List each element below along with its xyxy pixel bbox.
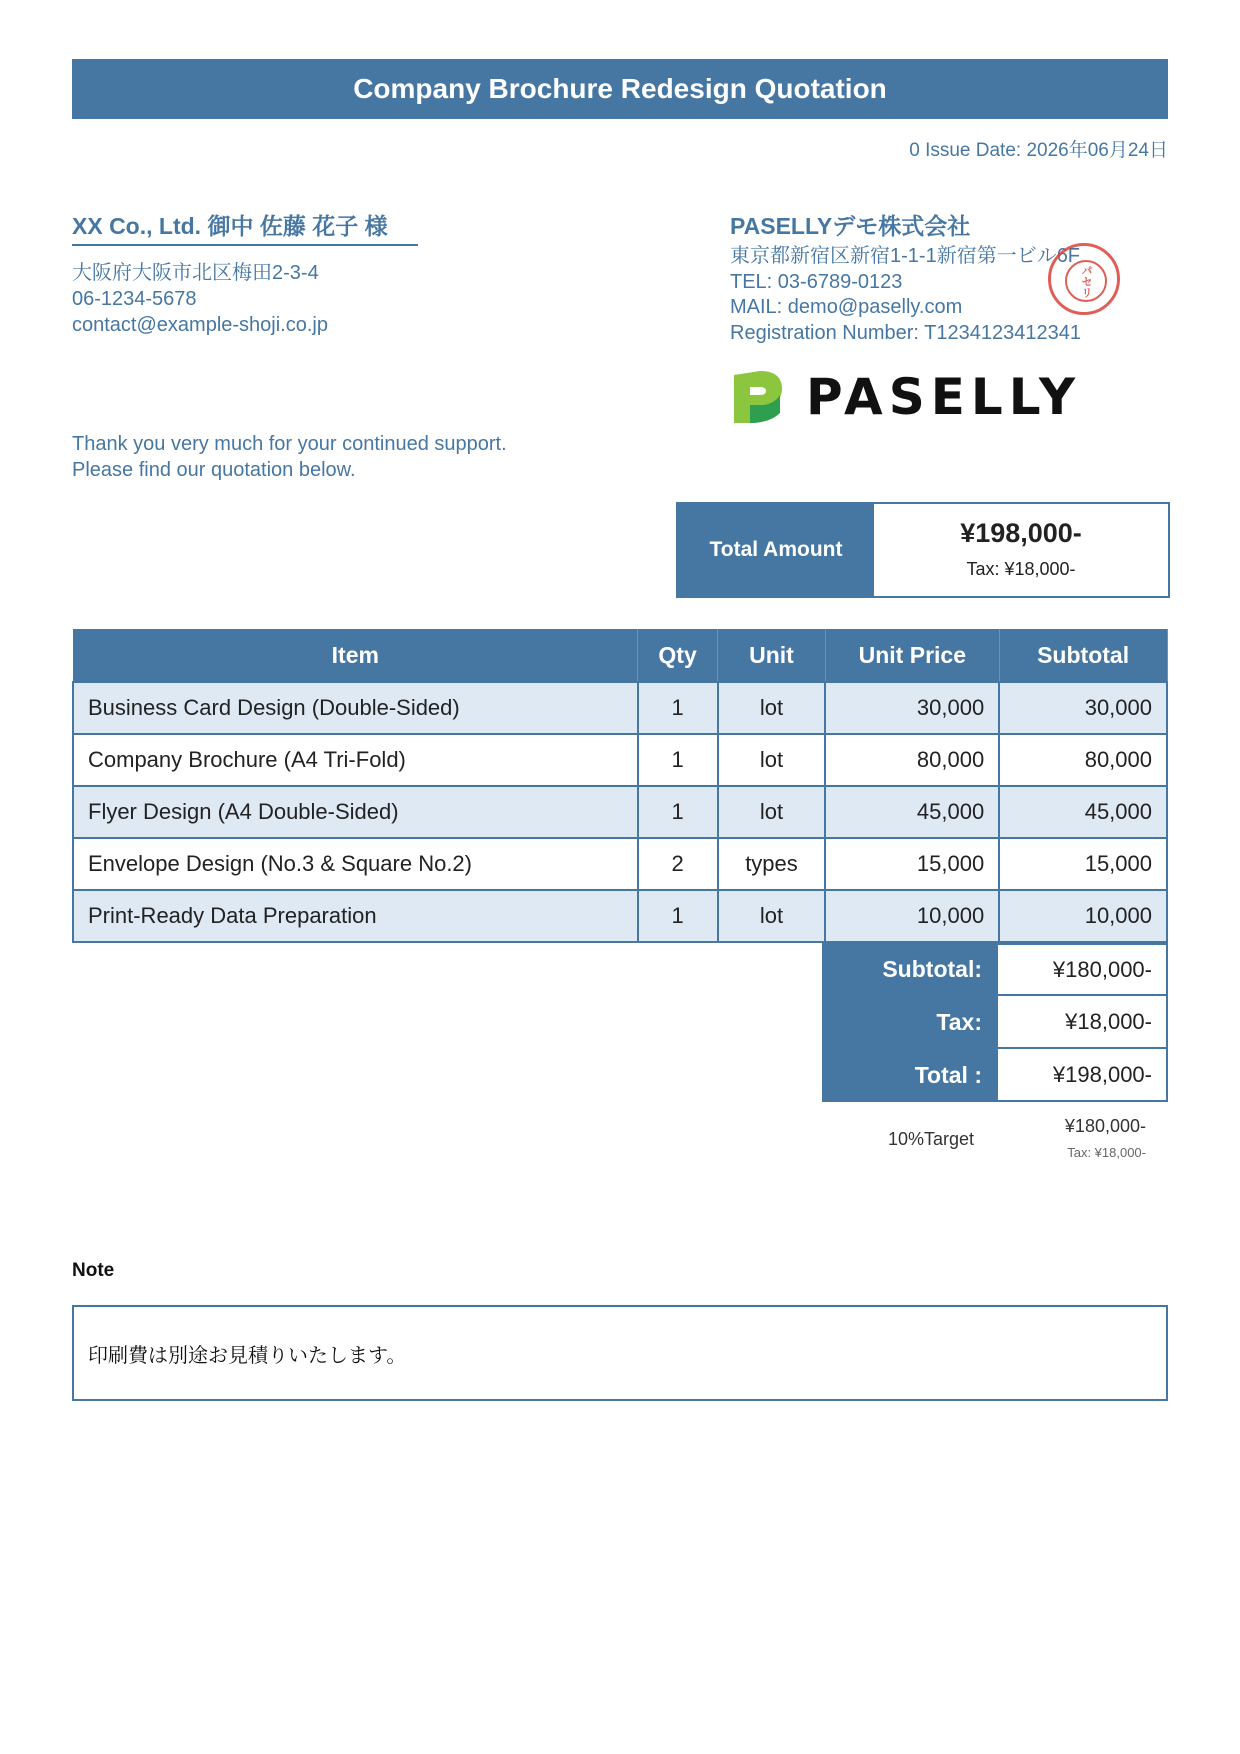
sender-tel: TEL: 03-6789-0123: [730, 270, 903, 293]
cell-unit: lot: [718, 682, 826, 734]
cell-subtotal: 10,000: [999, 890, 1167, 942]
cell-unit-price: 10,000: [825, 890, 999, 942]
recipient-name: XX Co., Ltd. 御中 佐藤 花子 様: [72, 213, 418, 246]
cell-subtotal: 30,000: [999, 682, 1167, 734]
logo-mark-icon: [730, 367, 786, 427]
cell-qty: 2: [638, 838, 718, 890]
cell-item: Envelope Design (No.3 & Square No.2): [73, 838, 638, 890]
document-title: Company Brochure Redesign Quotation: [72, 59, 1168, 119]
header-qty: Qty: [638, 629, 718, 682]
cell-subtotal: 15,000: [999, 838, 1167, 890]
summary-subtotal-label: Subtotal:: [822, 943, 996, 996]
logo-wordmark: PASELLY: [806, 368, 1082, 426]
recipient-tel: 06-1234-5678: [72, 288, 197, 310]
greeting-line-1: Thank you very much for your continued support.: [72, 433, 507, 455]
note-box: [72, 1305, 1168, 1401]
sender-address: 東京都新宿区新宿1-1-1新宿第一ビル6F: [730, 245, 1081, 267]
cell-unit: lot: [718, 734, 826, 786]
greeting-line-2: Please find our quotation below.: [72, 459, 356, 481]
note-text: 印刷費は別途お見積りいたします。: [88, 1345, 407, 1367]
total-amount-box: [676, 502, 1170, 598]
total-amount-label: Total Amount: [678, 504, 874, 596]
cell-unit-price: 45,000: [825, 786, 999, 838]
issue-date: 0 Issue Date: 2026年06月24日: [909, 140, 1168, 161]
summary-tax-value: ¥18,000-: [996, 996, 1168, 1049]
table-row: [73, 734, 1167, 786]
summary-subtotal-row: [822, 943, 1168, 996]
company-logo: [730, 366, 1081, 428]
cell-unit: lot: [718, 786, 826, 838]
cell-unit-price: 15,000: [825, 838, 999, 890]
tax-rate-tax: Tax: ¥18,000-: [1067, 1145, 1146, 1160]
cell-subtotal: 45,000: [999, 786, 1167, 838]
cell-item: Company Brochure (A4 Tri-Fold): [73, 734, 638, 786]
summary-tax-row: [822, 996, 1168, 1049]
recipient-block: [72, 213, 418, 338]
table-row: [73, 682, 1167, 734]
cell-unit: types: [718, 838, 826, 890]
company-seal-stamp: [1048, 243, 1120, 315]
cell-item: Flyer Design (A4 Double-Sided): [73, 786, 638, 838]
table-row: [73, 786, 1167, 838]
summary-tax-label: Tax:: [822, 996, 996, 1049]
table-header-row: [73, 629, 1167, 682]
sender-mail: MAIL: demo@paselly.com: [730, 296, 963, 318]
table-row: [73, 890, 1167, 942]
summary-total-value: ¥198,000-: [996, 1049, 1168, 1102]
header-unit: Unit: [718, 629, 826, 682]
cell-unit-price: 30,000: [825, 682, 999, 734]
header-subtotal: Subtotal: [999, 629, 1167, 682]
items-table: [72, 629, 1168, 943]
note-title: Note: [72, 1260, 115, 1281]
cell-unit-price: 80,000: [825, 734, 999, 786]
recipient-address: 大阪府大阪市北区梅田2-3-4: [72, 262, 319, 284]
recipient-email: contact@example-shoji.co.jp: [72, 314, 328, 336]
summary-subtotal-value: ¥180,000-: [996, 943, 1168, 996]
cell-item: Business Card Design (Double-Sided): [73, 682, 638, 734]
tax-rate-label: 10%Target: [888, 1129, 975, 1149]
total-amount-value: ¥198,000-: [960, 518, 1082, 548]
greeting: [72, 431, 507, 483]
cell-unit: lot: [718, 890, 826, 942]
summary-total-row: [822, 1049, 1168, 1102]
sender-registration: Registration Number: T1234123412341: [730, 321, 1081, 344]
cell-qty: 1: [638, 734, 718, 786]
summary-block: [822, 943, 1168, 1102]
header-item: Item: [73, 629, 638, 682]
cell-qty: 1: [638, 786, 718, 838]
tax-rate-amount: ¥180,000-: [1064, 1116, 1146, 1136]
header-unit-price: Unit Price: [825, 629, 999, 682]
seal-text: パセリ: [1065, 260, 1107, 302]
cell-subtotal: 80,000: [999, 734, 1167, 786]
summary-total-label: Total :: [822, 1049, 996, 1102]
table-row: [73, 838, 1167, 890]
cell-item: Print-Ready Data Preparation: [73, 890, 638, 942]
total-amount-tax: Tax: ¥18,000-: [966, 559, 1076, 579]
cell-qty: 1: [638, 890, 718, 942]
sender-name: PASELLYデモ株式会社: [730, 213, 971, 239]
cell-qty: 1: [638, 682, 718, 734]
